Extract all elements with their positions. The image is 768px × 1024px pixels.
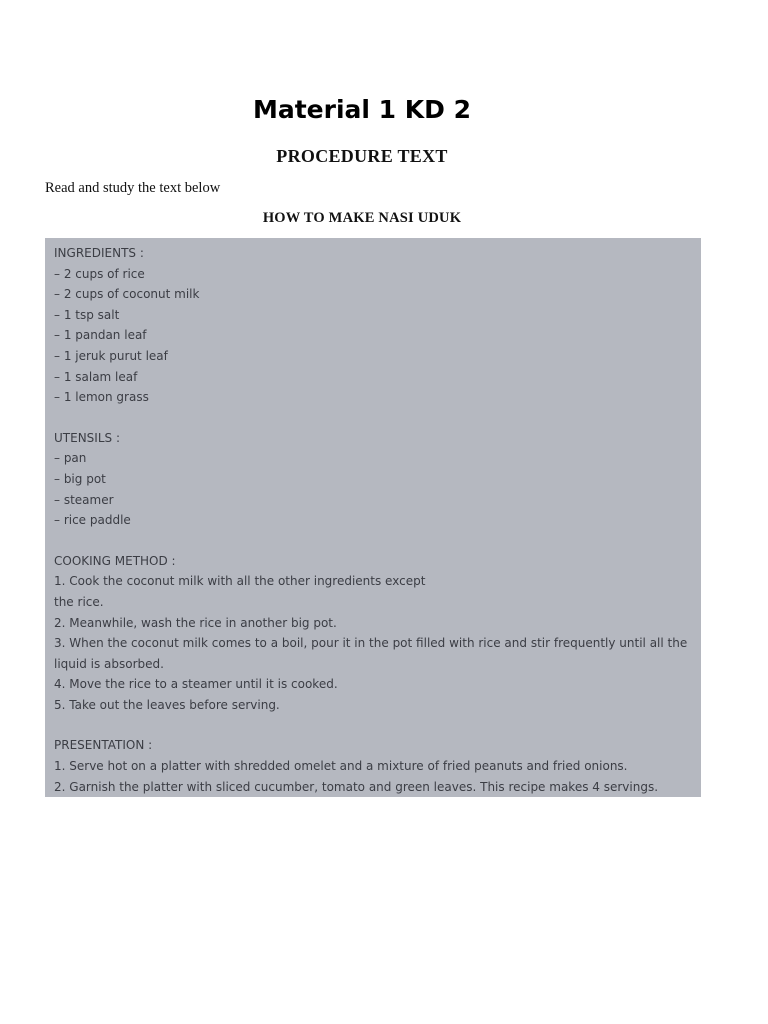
section-heading: COOKING METHOD : bbox=[54, 553, 176, 568]
text-type-heading: PROCEDURE TEXT bbox=[276, 146, 448, 166]
method-step: 5. Take out the leaves before serving. bbox=[54, 697, 280, 712]
section-heading: UTENSILS : bbox=[54, 430, 120, 445]
method-step: 2. Meanwhile, wash the rice in another big pot. bbox=[54, 615, 337, 630]
ingredient-item: – 1 jeruk purut leaf bbox=[54, 348, 168, 363]
method-step: liquid is absorbed. bbox=[54, 656, 164, 671]
method-step: 4. Move the rice to a steamer until it is cooked. bbox=[54, 677, 338, 692]
presentation-step: 1. Serve hot on a platter with shredded omelet and a mixture of fried peanuts and fried onions. bbox=[54, 759, 628, 774]
utensil-item: – steamer bbox=[54, 492, 114, 507]
section-heading: PRESENTATION : bbox=[54, 738, 153, 753]
intro-instruction: Read and study the text below bbox=[45, 180, 221, 196]
utensils-section bbox=[54, 428, 693, 531]
method-step: 1. Cook the coconut milk with all the other ingredients except bbox=[54, 574, 426, 589]
ingredient-item: – 1 salam leaf bbox=[54, 369, 138, 384]
recipe-box bbox=[45, 238, 701, 797]
page-title: Material 1 KD 2 bbox=[252, 95, 472, 124]
utensil-item: – rice paddle bbox=[54, 513, 131, 528]
method-step: the rice. bbox=[54, 594, 104, 609]
method-step: 3. When the coconut milk comes to a boil, pour it in the pot filled with rice and stir frequently until all the bbox=[54, 636, 688, 651]
ingredient-item: – 2 cups of coconut milk bbox=[54, 287, 200, 302]
utensil-item: – big pot bbox=[54, 471, 106, 486]
ingredient-item: – 2 cups of rice bbox=[54, 266, 145, 281]
presentation-step: 2. Garnish the platter with sliced cucumber, tomato and green leaves. This recipe makes 4 servings. bbox=[54, 779, 659, 794]
cooking-method-section bbox=[54, 551, 693, 716]
ingredient-item: – 1 lemon grass bbox=[54, 390, 149, 405]
section-heading: INGREDIENTS : bbox=[54, 246, 144, 260]
ingredient-item: – 1 tsp salt bbox=[54, 307, 120, 322]
presentation-section bbox=[54, 735, 693, 797]
recipe-title: HOW TO MAKE NASI UDUK bbox=[262, 210, 462, 226]
utensil-item: – pan bbox=[54, 451, 87, 466]
ingredients-section bbox=[54, 243, 693, 408]
ingredient-item: – 1 pandan leaf bbox=[54, 328, 147, 343]
